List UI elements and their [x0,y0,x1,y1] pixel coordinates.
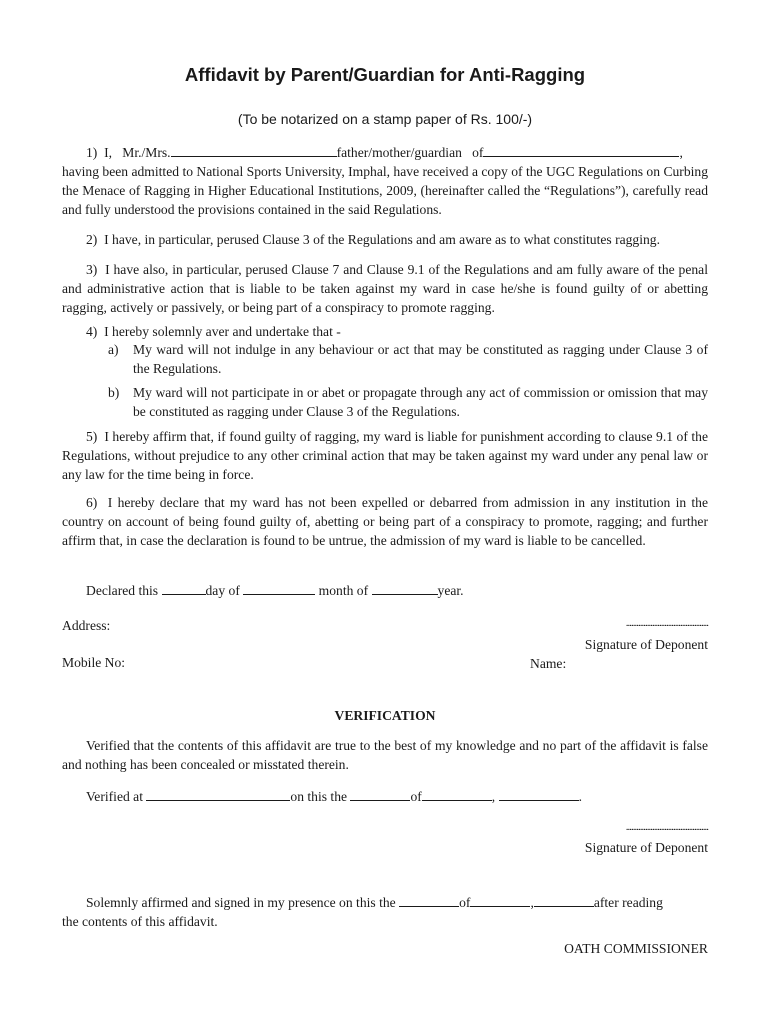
verified-comma: , [491,789,499,804]
item-b-text: My ward will not participate in or abet or propagate through any act of commission or omission that may be constituted as ragging under Clause 3 of the Regulations. [133,385,708,419]
solemnly-year-blank[interactable] [534,895,594,907]
para-4-item-b [108,383,708,421]
name-label: Name: [530,656,567,671]
verified-at-line [86,787,582,806]
verified-year-blank[interactable] [499,789,579,801]
solemnly-second-line: the contents of this affidavit. [62,914,218,929]
solemnly-after-reading: after reading [593,895,663,910]
solemnly-comma: , [530,895,534,910]
address-label: Address: [62,618,111,633]
para-1-mid: father/mother/guardian of [336,145,484,160]
verification-text: Verified that the contents of this affidavit are true to the best of my knowledge and no part of the affidavit is false and nothing has been concealed or misstated therein. [62,738,708,772]
verified-on-label: on this the [290,789,351,804]
document-title: Affidavit by Parent/Guardian for Anti-Ragging [184,64,586,85]
verified-period: . [578,789,582,804]
verified-month-blank[interactable] [422,789,492,801]
ward-name-blank[interactable] [483,145,679,157]
document-subtitle: (To be notarized on a stamp paper of Rs. 100/-) [237,111,533,127]
solemnly-of-label: of [459,895,471,910]
para-1-tail: , [679,145,683,160]
solemnly-month-blank[interactable] [470,895,530,907]
declared-month-label: month of [315,583,372,598]
item-a-text: My ward will not indulge in any behaviour or act that may be constituted as ragging under Clause 3 of the Regulations. [133,342,708,376]
declared-day-blank[interactable] [162,583,206,595]
solemnly-line [86,893,663,912]
para-1-rest: having been admitted to National Sports University, Imphal, have received a copy of the UGC Regulations on Curbing the Menace of Ragging in Higher Educational Institutions, 2009, (hereinafter called the “Regulations”), carefully read and fully understood the provisions contained in the said Regulations. [62,164,708,217]
name-blank[interactable] [171,145,337,157]
declared-prefix: Declared this [86,583,162,598]
item-a-marker: a) [108,342,119,357]
signature-dots: ............................................... [625,617,708,629]
signature-of-deponent-label: Signature of Deponent [584,637,708,652]
para-4-item-a [108,340,708,378]
declared-year-blank[interactable] [372,583,438,595]
para-4-lead: 4) I hereby solemnly aver and undertake that - [86,324,341,339]
para-2: 2) I have, in particular, perused Clause 3 of the Regulations and am aware as to what constitutes ragging. [86,232,660,247]
signature-of-deponent-label-2: Signature of Deponent [584,840,708,855]
para-3: 3) I have also, in particular, perused Clause 7 and Clause 9.1 of the Regulations and am fully aware of the penal and administrative action that is liable to be taken against my ward in case he/she is found guilty of or abetting ragging, actively or passively, or being part of a conspiracy to promote ragging. [62,262,708,315]
verified-of-label: of [410,789,422,804]
solemnly-prefix: Solemnly affirmed and signed in my presence on this the [86,895,400,910]
declared-year-label: year. [437,583,464,598]
para-5: 5) I hereby affirm that, if found guilty of ragging, my ward is liable for punishment according to clause 9.1 of the Regulations, without prejudice to any other criminal action that may be taken against my ward under any penal law or any law for the time being in force. [62,429,708,482]
para-1-first-line [86,143,708,162]
oath-commissioner-label: OATH COMMISSIONER [564,941,708,956]
mobile-label: Mobile No: [62,655,126,670]
item-b-marker: b) [108,385,120,400]
declared-day-label: day of [205,583,244,598]
verified-at-label: Verified at [86,789,147,804]
verification-heading: VERIFICATION [334,708,436,723]
para-1-lead: 1) I, Mr./Mrs. [86,145,171,160]
verified-place-blank[interactable] [146,789,290,801]
declared-line [86,581,464,600]
declared-month-blank[interactable] [243,583,315,595]
signature-dots-2: ............................................... [625,821,708,833]
solemnly-day-blank[interactable] [399,895,459,907]
verified-day-blank[interactable] [350,789,410,801]
para-6: 6) I hereby declare that my ward has not been expelled or debarred from admission in any institution in the country on account of being found guilty of, abetting or being part of a conspiracy to promote, ragging; and further affirm that, in case the declaration is found to be untrue, the admission of my ward is liable to be cancelled. [62,495,708,548]
